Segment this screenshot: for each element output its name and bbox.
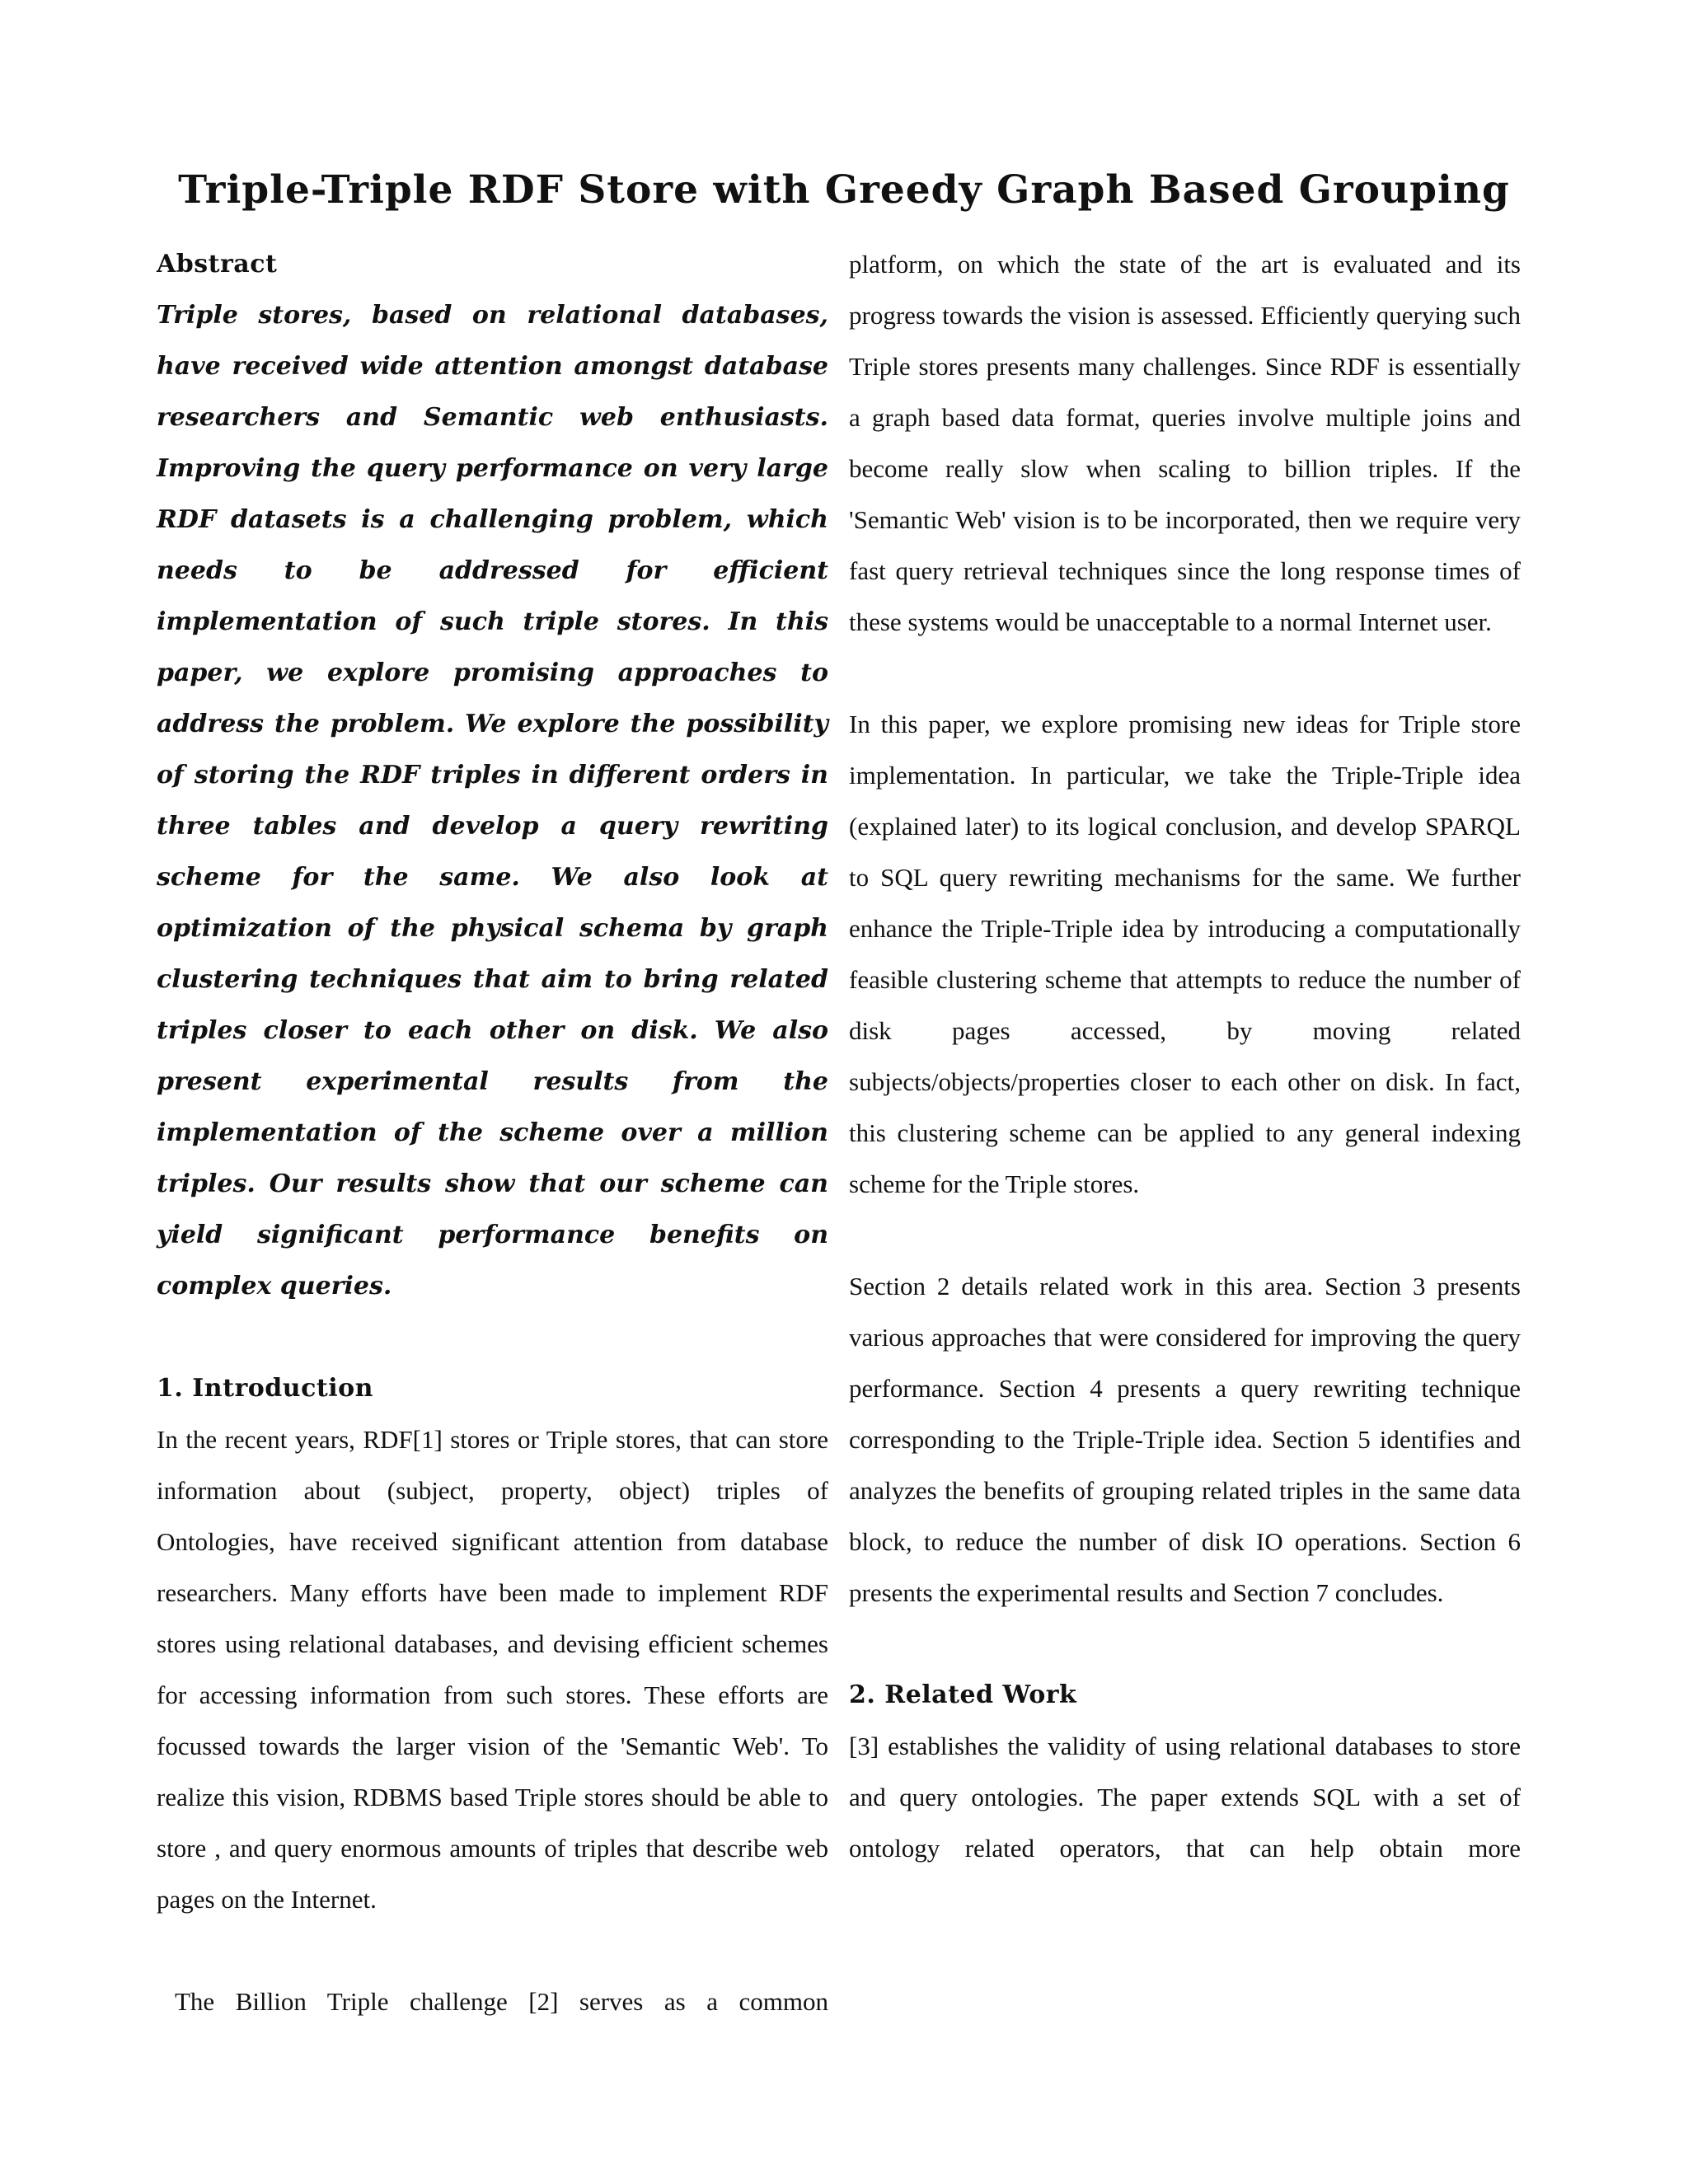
abstract-heading: Abstract [157,250,278,279]
introduction-heading: 1. Introduction [157,1374,373,1403]
introduction-paragraph-1: In the recent years, RDF[1] stores or Triple stores, that can store information about (subject, property, object) triples of Ontologies, have received significant attention from database researchers. Many efforts have been made to implement RDF stores using relational databases, and devising efficient schemes for accessing information from such stores. These efforts are focussed towards the larger vision of the 'Semantic Web'. To realize this vision, RDBMS based Triple stores should be able to store , and query enormous amounts of triples that describe web pages on the Internet. [157,1425,828,1914]
spacer [849,1210,1521,1261]
left-column [157,239,828,2027]
spacer [849,1619,1521,1670]
paper-title: Triple-Triple RDF Store with Greedy Graph Based Grouping [178,167,1510,213]
related-work-heading: 2. Related Work [849,1680,1077,1709]
introduction-paragraph-3: In this paper, we explore promising new ideas for Triple store implementation. In particular, we take the Triple-Triple idea (explained later) to its logical conclusion, and develop SPARQL to SQL query rewriting mechanisms for the same. We further enhance the Triple-Triple idea by introducing a computationally feasible clustering scheme that attempts to reduce the number of disk pages accessed, by moving related subjects/objects/properties closer to each other on disk. In fact, this clustering scheme can be applied to any general indexing scheme for the Triple stores. [849,710,1521,1198]
introduction-paragraph-4: Section 2 details related work in this area. Section 3 presents various approaches that were considered for improving the query performance. Section 4 presents a query rewriting technique corresponding to the Triple-Triple idea. Section 5 identifies and analyzes the benefits of grouping related triples in the same data block, to reduce the number of disk IO operations. Section 6 presents the experimental results and Section 7 concludes. [849,1272,1521,1607]
introduction-paragraph-2-continued: platform, on which the state of the art is evaluated and its progress towards the vision is assessed. Efficiently querying such Triple stores presents many challenges. Since RDF is essentially a graph based data format, queries involve multiple joins and become really slow when scaling to billion triples. If the 'Semantic Web' vision is to be incorporated, then we require very fast query retrieval techniques since the long response times of these systems would be unacceptable to a normal Internet user. [849,250,1521,636]
abstract-text: Triple stores, based on relational databases, have received wide attention amongst database researchers and Semantic web enthusiasts. Improving the query performance on very large RDF datasets is a challenging problem, which needs to be addressed for efficient implementation of such triple stores. In this paper, we explore promising approaches to address the problem. We explore the possibility of storing the RDF triples in different orders in three tables and develop a query rewriting scheme for the same. We also look at optimization of the physical schema by graph clustering techniques that aim to bring related triples closer to each other on disk. We also present experimental results from the implementation of the scheme over a million triples. Our results show that our scheme can yield significant performance benefits on complex queries. [157,301,828,1301]
spacer [157,1312,828,1363]
spacer [157,1925,828,1976]
right-column [849,239,1521,1874]
introduction-paragraph-2-start: The Billion Triple challenge [2] serves as a common [175,1987,828,2016]
related-work-text: [3] establishes the validity of using relational databases to store and query ontologies. The paper extends SQL with a set of ontology related operators, that can help obtain more [849,1732,1521,1863]
spacer [849,648,1521,699]
